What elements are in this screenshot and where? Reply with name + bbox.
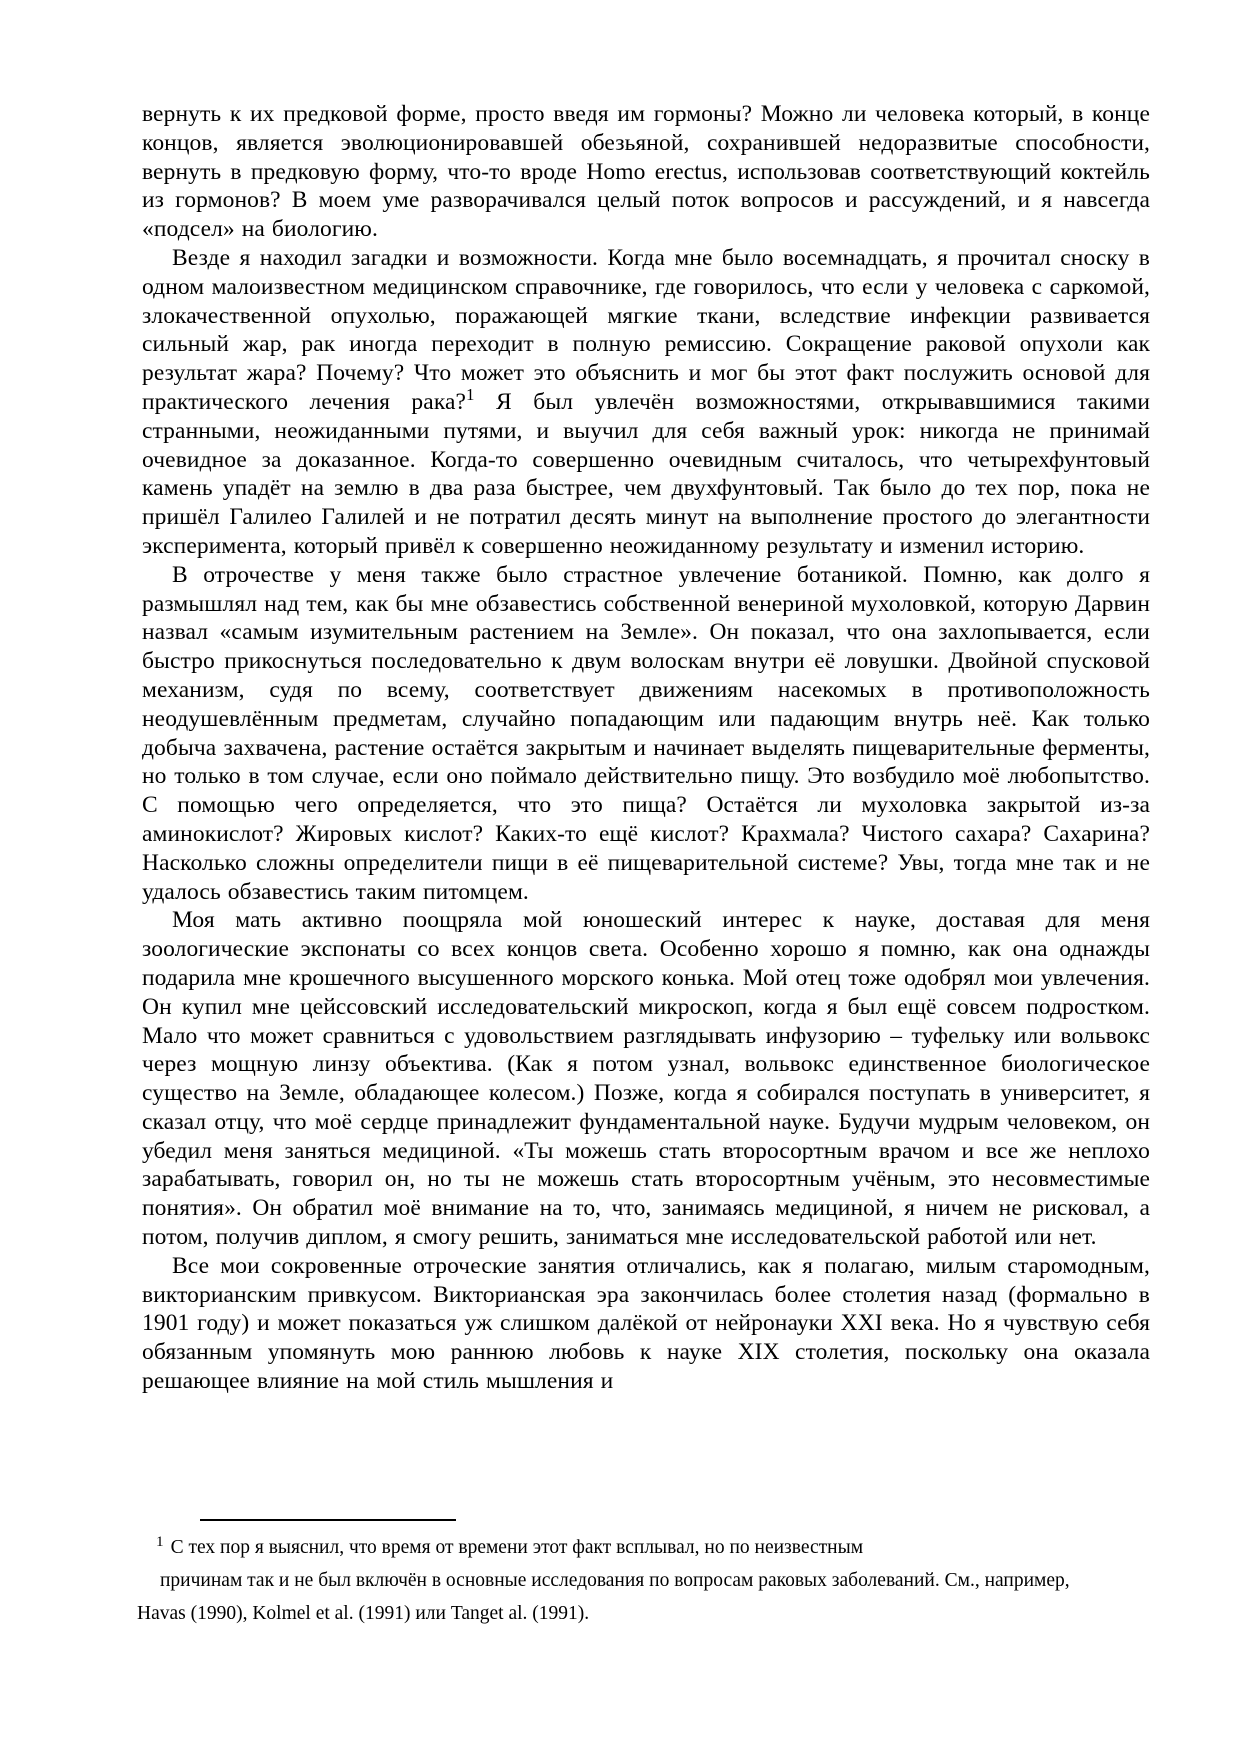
paragraph: Все мои сокровенные отроческие занятия отличались, как я полагаю, милым старомодным, викторианским привкусом. Викторианская эра закончилась более столетия назад (формально в 1901 году) и может показаться уж слишком далёкой от нейронауки XXI века. Но я чувствую себя обязанным упомянуть мою раннюю любовь к науке XIX столетия, поскольку она оказала решающее влияние на мой стиль мышления и [142,1252,1150,1395]
footnote-line: Havas (1990), Kolmel et al. (1991) или Tanget al. (1991). [137,1603,590,1624]
footnote-separator [200,1519,456,1521]
footnote [137,1531,1156,1630]
footnote-text: С тех пор я выяснил, что время от времени этот факт всплывал, но по неизвестным [170,1537,864,1558]
footnote-marker: 1 [156,1532,164,1550]
body-text [142,100,1150,1396]
paragraph-continuation: вернуть к их предковой форме, просто введя им гормоны? Можно ли человека который, в конце концов, является эволюционировавшей обезьяной, сохранившей недоразвитые способности, вернуть в предковую форму, что-то вроде Homo erectus, использовав соответствующий коктейль из гормонов? В моем уме разворачивался целый поток вопросов и рассуждений, и я навсегда «подсел» на биологию. [142,101,1150,243]
footnote-line: причинам так и не был включён в основные исследования по вопросам раковых заболеваний. См., например, [160,1570,1070,1591]
footnote-reference: 1 [466,385,475,405]
paragraph [142,244,1150,561]
footnote-line [142,1531,1156,1564]
paragraph-text: Везде я находил загадки и возможности. Когда мне было восемнадцать, я прочитал сноску в одном малоизвестном медицинском справочнике, где говорилось, что если у человека с саркомой, злокачественной опухолью, поражающей мягкие ткани, вследствие инфекции развивается сильный жар, рак иногда переходит в полную ремиссию. Сокращение раковой опухоли как результат жара? Почему? Что может это объяснить и мог бы этот факт послужить основой для практического лечения рака? [142,244,1150,415]
paragraph: Моя мать активно поощряла мой юношеский интерес к науке, доставая для меня зоологические экспонаты со всех концов света. Особенно хорошо я помню, как она однажды подарила мне крошечного высушенного морского конька. Мой отец тоже одобрял мои увлечения. Он купил мне цейссовский исследовательский микроскоп, когда я был ещё совсем подростком. Мало что может сравниться с удовольствием разглядывать инфузорию – туфельку или вольвокс через мощную линзу объектива. (Как я потом узнал, вольвокс единственное биологическое существо на Земле, обладающее колесом.) Позже, когда я собирался поступать в университет, я сказал отцу, что моё сердце принадлежит фундаментальной науке. Будучи мудрым человеком, он убедил меня заняться медициной. «Ты можешь стать второсортным врачом и все же неплохо зарабатывать, говорил он, но ты не можешь стать второсортным учёным, это несовместимые понятия». Он обратил моё внимание на то, что, занимаясь медициной, я ничем не рисковал, а потом, получив диплом, я смогу решить, заниматься мне исследовательской работой или нет. [142,907,1150,1251]
paragraph: В отрочестве у меня также было страстное увлечение ботаникой. Помню, как долго я размышлял над тем, как бы мне обзавестись собственной венериной мухоловкой, которую Дарвин назвал «самым изумительным растением на Земле». Он показал, что она захлопывается, если быстро прикоснуться последовательно к двум волоскам внутри её ловушки. Двойной спусковой механизм, судя по всему, соответствует движениям насекомых в противоположность неодушевлённым предметам, случайно попадающим или падающим внутрь неё. Как только добыча захвачена, растение остаётся закрытым и начинает выделять пищеварительные ферменты, но только в том случае, если оно поймало действительно пищу. Это возбудило моё любопытство. С помощью чего определяется, что это пища? Остаётся ли мухоловка закрытой из-за аминокислот? Жировых кислот? Каких-то ещё кислот? Крахмала? Чистого сахара? Сахарина? Насколько сложны определители пищи в её пищеварительной системе? Увы, тогда мне так и не удалось обзавестись таким питомцем. [142,561,1150,905]
paragraph-text: Я был увлечён возможностями, открывавшимися такими странными, неожиданными путями, и выучил для себя важный урок: никогда не принимай очевидное за доказанное. Когда-то совершенно очевидным считалось, что четырехфунтовый камень упадёт на землю в два раза быстрее, чем двухфунтовый. Так было до тех пор, пока не пришёл Галилео Галилей и не потратил десять минут на выполнение простого до элегантности эксперимента, который привёл к совершенно неожиданному результату и изменил историю. [142,388,1150,559]
